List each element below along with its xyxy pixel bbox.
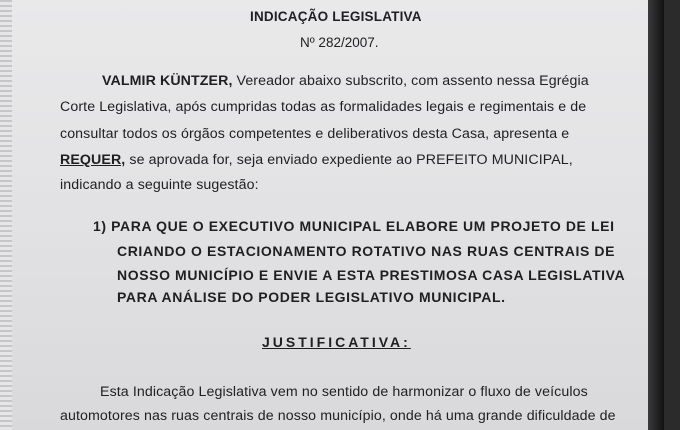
requer-label: REQUER,	[60, 152, 126, 168]
intro-line-4-text: se aprovada for, seja enviado expediente ao PREFEITO MUNICIPAL,	[125, 152, 573, 168]
page-shadow-edge	[648, 0, 664, 430]
intro-line-4	[60, 152, 573, 168]
document-number: Nº 282/2007.	[300, 35, 379, 50]
perforated-edge	[0, 0, 12, 430]
item-line-2: CRIANDO O ESTACIONAMENTO ROTATIVO NAS RUAS CENTRAIS DE	[117, 243, 616, 259]
intro-line-1-text: Vereador abaixo subscrito, com assento nessa Egrégia	[232, 73, 589, 89]
item-line-1: 1) PARA QUE O EXECUTIVO MUNICIPAL ELABORE UM PROJETO DE LEI	[93, 218, 615, 234]
intro-line-3: consultar todos os órgãos competentes e deliberativos desta Casa, apresenta e	[60, 126, 570, 142]
justification-line-1: Esta Indicação Legislativa vem no sentido de harmonizar o fluxo de veículos	[100, 384, 588, 400]
intro-line-1	[102, 73, 589, 89]
justification-heading: JUSTIFICATIVA:	[262, 334, 411, 350]
item-line-3: NOSSO MUNICÍPIO E ENVIE A ESTA PRESTIMOSA CASA LEGISLATIVA	[117, 267, 626, 283]
intro-line-5: indicando a seguinte sugestão:	[60, 177, 259, 193]
councilman-name: VALMIR KÜNTZER,	[102, 73, 233, 89]
justification-line-2: automotores nas ruas centrais de nosso município, onde há uma grande dificuldade de	[60, 408, 616, 424]
item-line-4: PARA ANÁLISE DO PODER LEGISLATIVO MUNICIPAL.	[117, 289, 506, 305]
document-title: INDICAÇÃO LEGISLATIVA	[250, 9, 422, 24]
intro-line-2: Corte Legislativa, após cumpridas todas as formalidades legais e regimentais e de	[60, 99, 587, 115]
